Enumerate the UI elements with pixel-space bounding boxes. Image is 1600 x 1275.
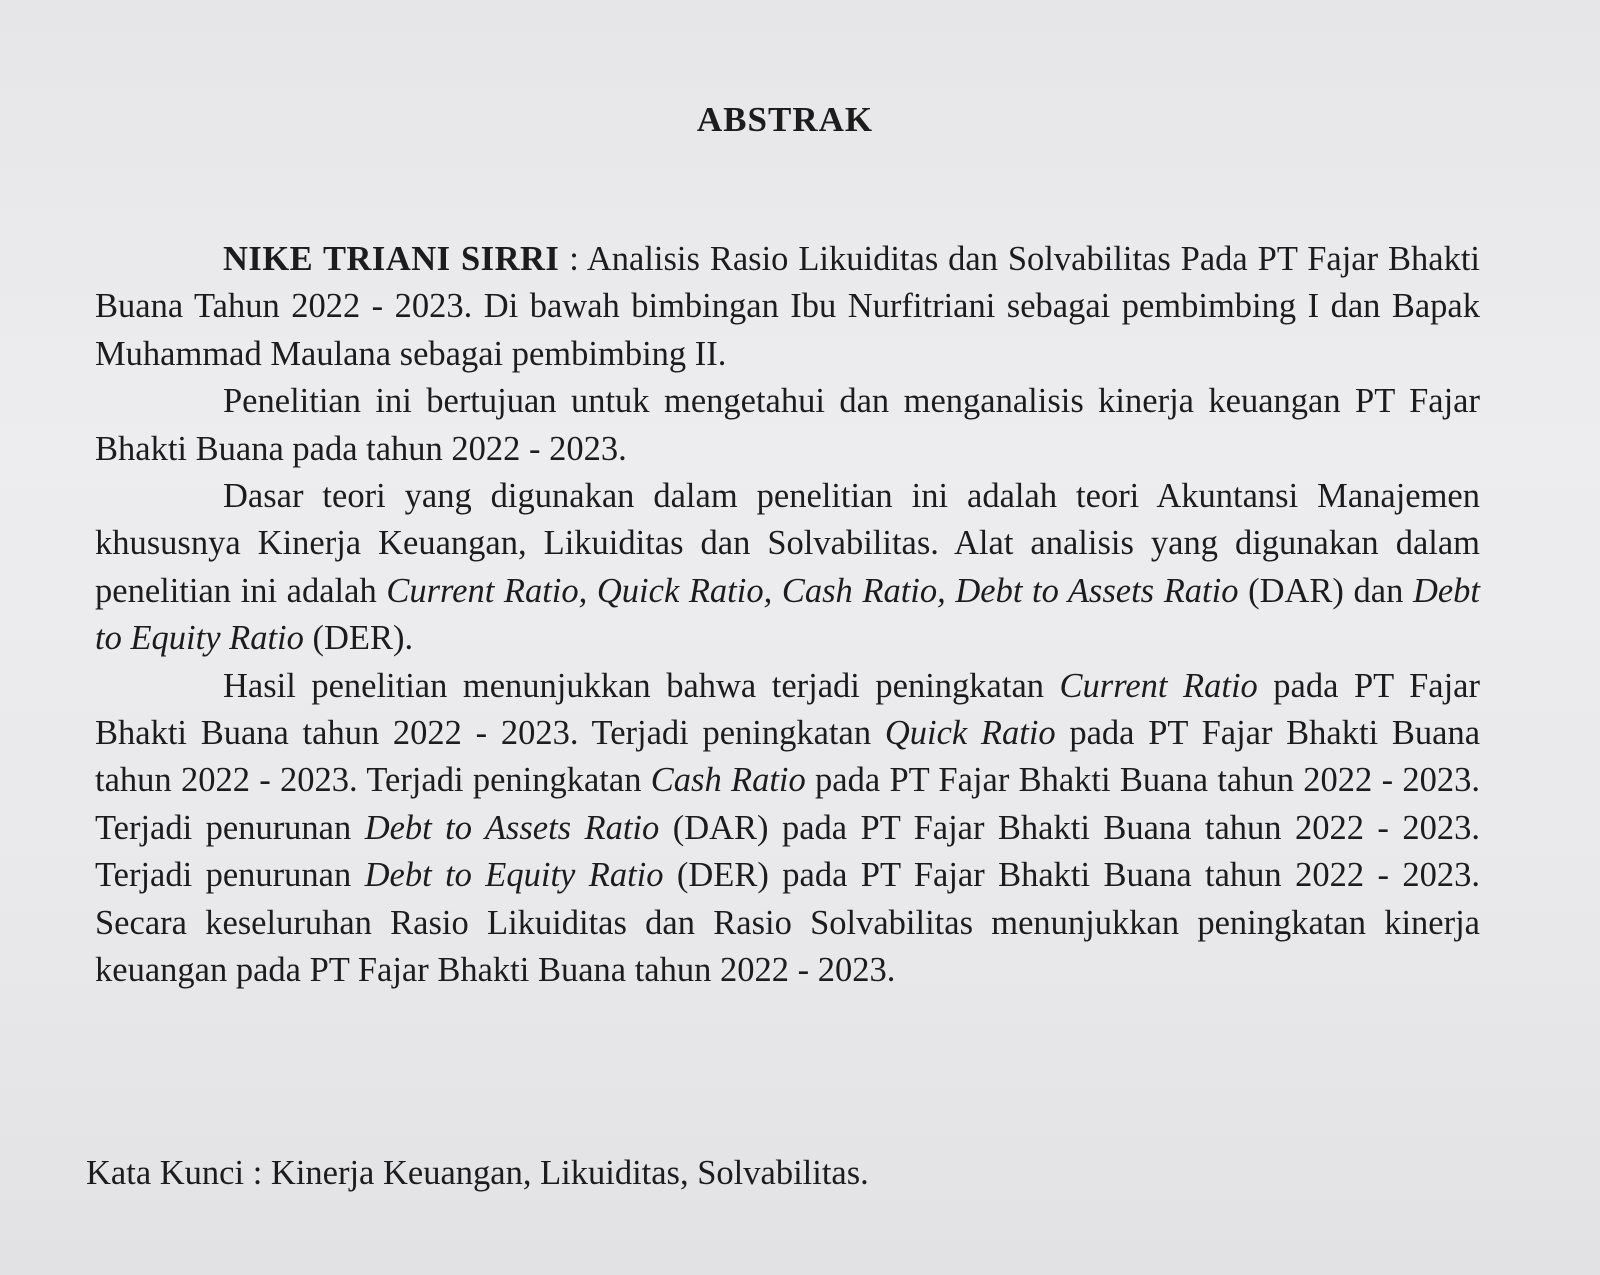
paragraph-2-text: Penelitian ini bertujuan untuk mengetahui dan menganalisis kinerja keuangan PT Fajar Bhakti Buana pada tahun 2022 - 2023.	[95, 382, 1480, 468]
paragraph-4-text-2: pada PT Fajar Bhakti Buana tahun 2022 - 2023. Terjadi peningkatan	[95, 666, 1480, 753]
keywords-line: Kata Kunci : Kinerja Keuangan, Likuiditas, Solvabilitas.	[86, 1154, 869, 1192]
paragraph-4-italic-4: Debt to Assets Ratio	[364, 808, 660, 847]
abstract-paragraph-2	[95, 378, 1480, 473]
abstract-title: ABSTRAK	[696, 100, 874, 139]
abstract-paragraph-4	[95, 663, 1480, 995]
paragraph-4-text-1: Hasil penelitian menunjukkan bahwa terjadi peningkatan	[223, 666, 1060, 705]
paragraph-3-text-3: (DER).	[303, 619, 414, 658]
paragraph-1-text: : Analisis Rasio Likuiditas dan Solvabilitas Pada PT Fajar Bhakti Buana Tahun 2022 - 2023. Di bawah bimbingan Ibu Nurfitriani sebagai pembimbing I dan Bapak Muhammad Maulana sebagai pembimbing II.	[95, 240, 1480, 373]
paragraph-3-italic-1: Current Ratio, Quick Ratio, Cash Ratio, Debt to Assets Ratio	[386, 571, 1239, 610]
paragraph-3-text-1: Dasar teori yang digunakan dalam penelitian ini adalah teori Akuntansi Manajemen khususnya Kinerja Keuangan, Likuiditas dan Solvabilitas. Alat analisis yang digunakan dalam penelitian ini adalah	[95, 477, 1480, 610]
paragraph-4-text-4: pada PT Fajar Bhakti Buana tahun 2022 - 2023. Terjadi penurunan	[95, 761, 1480, 847]
paragraph-3-text-2: (DAR) dan	[1238, 571, 1413, 610]
paragraph-4-italic-2: Quick Ratio	[884, 714, 1056, 753]
paragraph-4-text-3: pada PT Fajar Bhakti Buana tahun 2022 - 2023. Terjadi peningkatan	[95, 714, 1481, 800]
abstract-paragraph-1	[95, 236, 1480, 378]
paragraph-4-text-5: (DAR) pada PT Fajar Bhakti Buana tahun 2022 - 2023. Terjadi penurunan	[95, 808, 1480, 895]
paragraph-4-italic-5: Debt to Equity Ratio	[364, 856, 664, 895]
author-name: NIKE TRIANI SIRRI	[223, 240, 560, 278]
paragraph-4-italic-1: Current Ratio	[1059, 666, 1258, 705]
abstract-paragraph-3	[95, 473, 1480, 663]
paragraph-4-italic-3: Cash Ratio	[650, 761, 806, 800]
paragraph-3-italic-2: Debt to Equity Ratio	[95, 571, 1481, 658]
abstract-body	[95, 236, 1480, 995]
paragraph-4-text-6: (DER) pada PT Fajar Bhakti Buana tahun 2022 - 2023. Secara keseluruhan Rasio Likuiditas dan Rasio Solvabilitas menunjukkan peningkatan kinerja keuangan pada PT Fajar Bhakti Buana tahun 2022 - 2023.	[95, 856, 1480, 990]
